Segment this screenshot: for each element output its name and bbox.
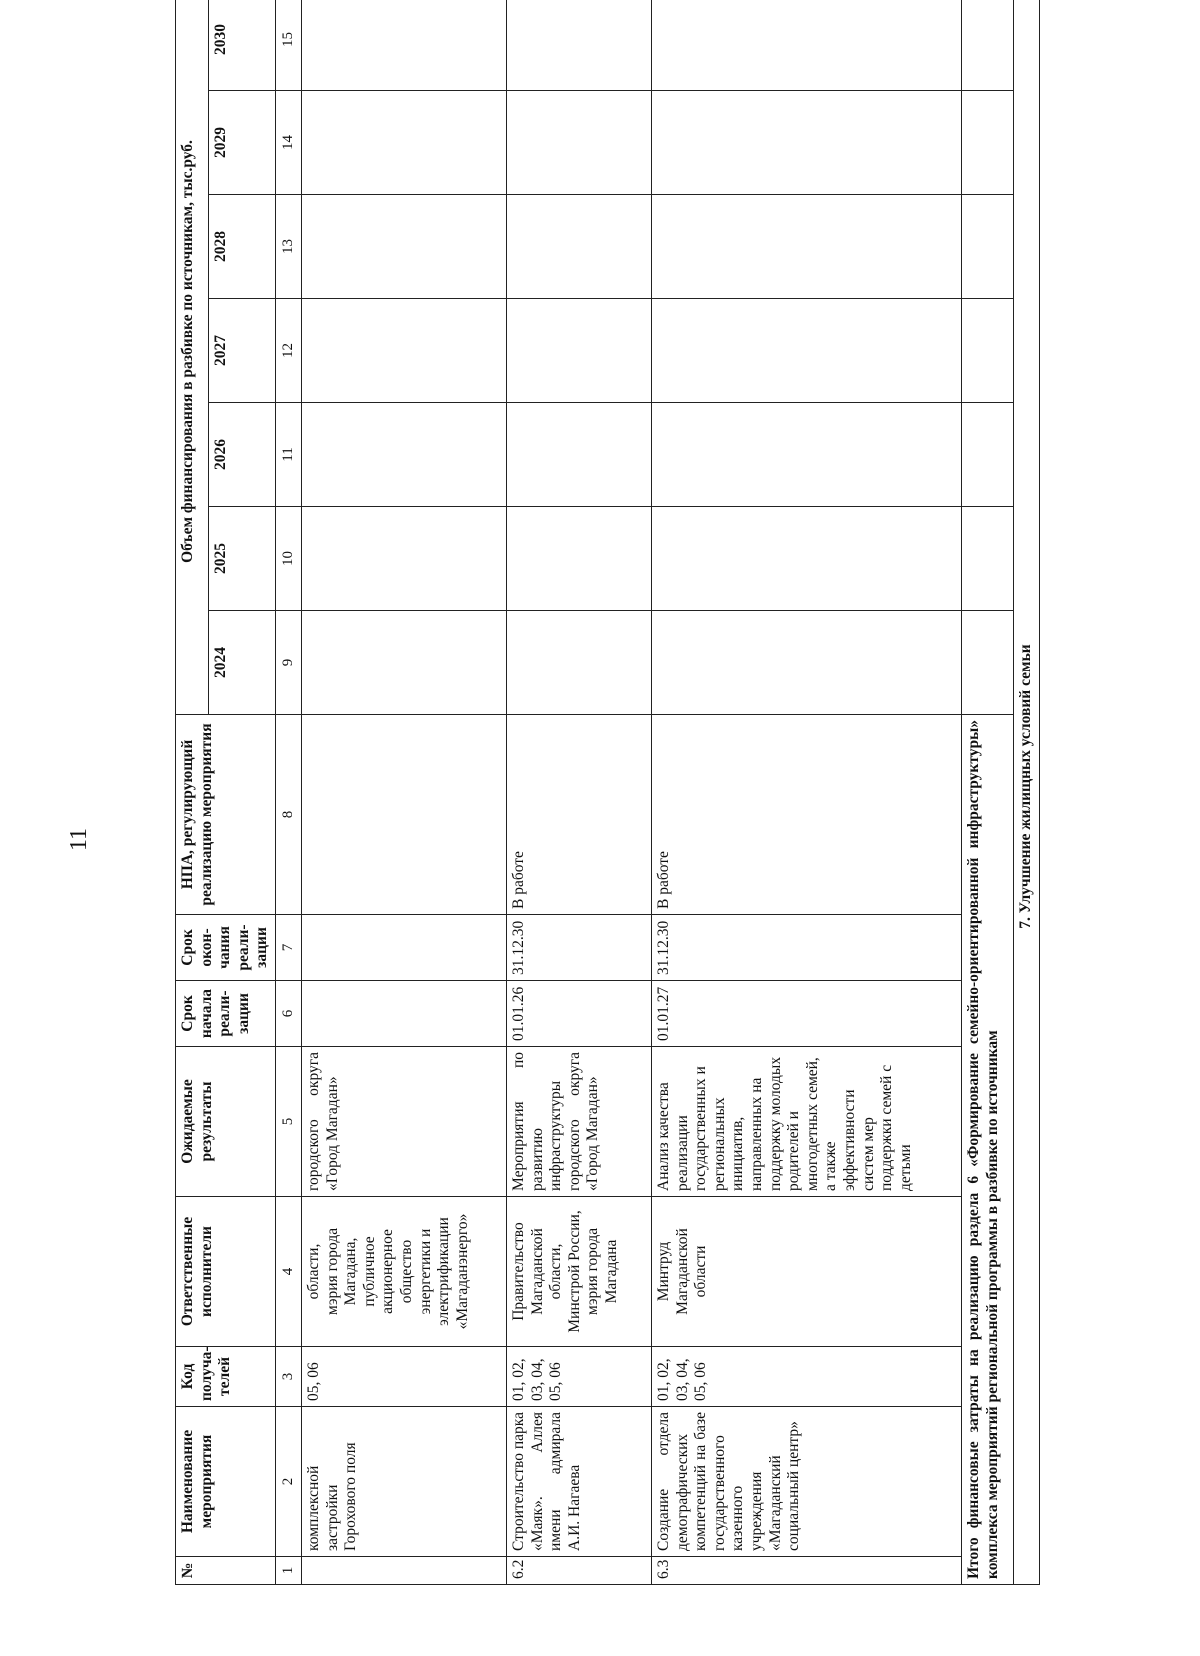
header-start: Срок начала реали-зации [176, 981, 276, 1047]
column-number: 4 [275, 1197, 301, 1347]
row-name: комплексной застройки Горохового поля [301, 1407, 506, 1557]
header-year: 2025 [209, 507, 276, 611]
row-no [301, 1557, 506, 1585]
row-fin [651, 91, 961, 195]
row-exec: области, мэрия города Магадана, публичное акционерное общество энергетики и электрификации «Магаданэнерго» [301, 1197, 506, 1347]
row-fin [301, 611, 506, 715]
row-npa [301, 715, 506, 915]
total-fin [961, 611, 1013, 715]
row-fin [301, 403, 506, 507]
table-row [301, 0, 506, 1585]
row-fin [651, 611, 961, 715]
row-npa: В работе [506, 715, 651, 915]
row-fin [301, 195, 506, 299]
section-title: 7. Улучшение жилищных условий семьи [1013, 0, 1039, 1585]
header-year: 2027 [209, 299, 276, 403]
row-fin [651, 0, 961, 91]
row-code: 01, 02, 03, 04, 05, 06 [651, 1347, 961, 1407]
row-npa: В работе [651, 715, 961, 915]
row-exec: Правительство Магаданской области, Минстрой России, мэрия города Магадана [506, 1197, 651, 1347]
total-fin [961, 403, 1013, 507]
row-fin [506, 507, 651, 611]
row-fin [506, 611, 651, 715]
row-fin [651, 403, 961, 507]
column-number: 11 [275, 403, 301, 507]
row-end: 31.12.30 [651, 915, 961, 981]
section-row [1013, 0, 1039, 1585]
row-exec: Минтруд Магаданской области [651, 1197, 961, 1347]
header-end: Срок окон-чания реали-зации [176, 915, 276, 981]
row-fin [506, 91, 651, 195]
column-number: 2 [275, 1407, 301, 1557]
column-number: 12 [275, 299, 301, 403]
row-fin [651, 507, 961, 611]
column-number: 9 [275, 611, 301, 715]
row-start [301, 981, 506, 1047]
table-row [506, 0, 651, 1585]
row-fin [651, 195, 961, 299]
header-year: 2026 [209, 403, 276, 507]
row-end [301, 915, 506, 981]
header-financing: Объем финансирования в разбивке по источникам, тыс.руб. [176, 0, 209, 715]
total-fin [961, 195, 1013, 299]
column-number: 3 [275, 1347, 301, 1407]
header-results: Ожидаемые результаты [176, 1047, 276, 1197]
row-start: 01.01.27 [651, 981, 961, 1047]
column-number: 10 [275, 507, 301, 611]
row-fin [301, 507, 506, 611]
header-code: Код получа-телей [176, 1347, 276, 1407]
column-number: 8 [275, 715, 301, 915]
row-fin [506, 403, 651, 507]
row-code: 05, 06 [301, 1347, 506, 1407]
total-fin [961, 299, 1013, 403]
header-year: 2028 [209, 195, 276, 299]
row-results: Мероприятия по развитию инфраструктуры городского округа «Город Магадан» [506, 1047, 651, 1197]
row-results: городского округа «Город Магадан» [301, 1047, 506, 1197]
row-fin [301, 299, 506, 403]
header-year: 2030 [209, 0, 276, 91]
row-results: Анализ качества реализации государственных и региональных инициатив, направленных на поддержку молодых родителей и многодетных семей, а также эффективности систем мер поддержки семей с детьми [651, 1047, 961, 1197]
column-number: 6 [275, 981, 301, 1047]
row-start: 01.01.26 [506, 981, 651, 1047]
row-fin [506, 299, 651, 403]
total-fin [961, 91, 1013, 195]
table-row [651, 0, 961, 1585]
total-fin [961, 0, 1013, 91]
header-npa: НПА, регулирующий реализацию мероприятия [176, 715, 276, 915]
row-fin [301, 0, 506, 91]
header-name: Наименование мероприятия [176, 1407, 276, 1557]
column-number: 13 [275, 195, 301, 299]
header-exec: Ответственные исполнители [176, 1197, 276, 1347]
column-number: 1 [275, 1557, 301, 1585]
row-name: Строительство парка «Маяк». Аллея имени адмирала А.И. Нагаева [506, 1407, 651, 1557]
row-fin [651, 299, 961, 403]
program-table [175, 0, 1040, 1585]
row-fin [506, 195, 651, 299]
header-year: 2029 [209, 91, 276, 195]
column-number: 7 [275, 915, 301, 981]
row-fin [301, 91, 506, 195]
header-year: 2024 [209, 611, 276, 715]
row-fin [506, 0, 651, 91]
total-fin [961, 507, 1013, 611]
row-end: 31.12.30 [506, 915, 651, 981]
rotated-table-container [175, 23, 1185, 1585]
total-label: Итого финансовые затраты на реализацию раздела 6 «Формирование семейно-ориентированной инфраструктуры» комплекса мероприятий региональной программы в разбивке по источникам [961, 715, 1013, 1585]
total-row [961, 0, 1013, 1585]
row-no: 6.2 [506, 1557, 651, 1585]
column-number: 5 [275, 1047, 301, 1197]
header-no: № [176, 1557, 276, 1585]
row-no: 6.3 [651, 1557, 961, 1585]
column-numbers-row [275, 0, 301, 1585]
page-number: 11 [66, 827, 93, 852]
column-number: 15 [275, 0, 301, 91]
row-code: 01, 02, 03, 04, 05, 06 [506, 1347, 651, 1407]
row-name: Создание отдела демографических компетенций на базе государственного казенного учреждения «Магаданский социальный центр» [651, 1407, 961, 1557]
column-number: 14 [275, 91, 301, 195]
